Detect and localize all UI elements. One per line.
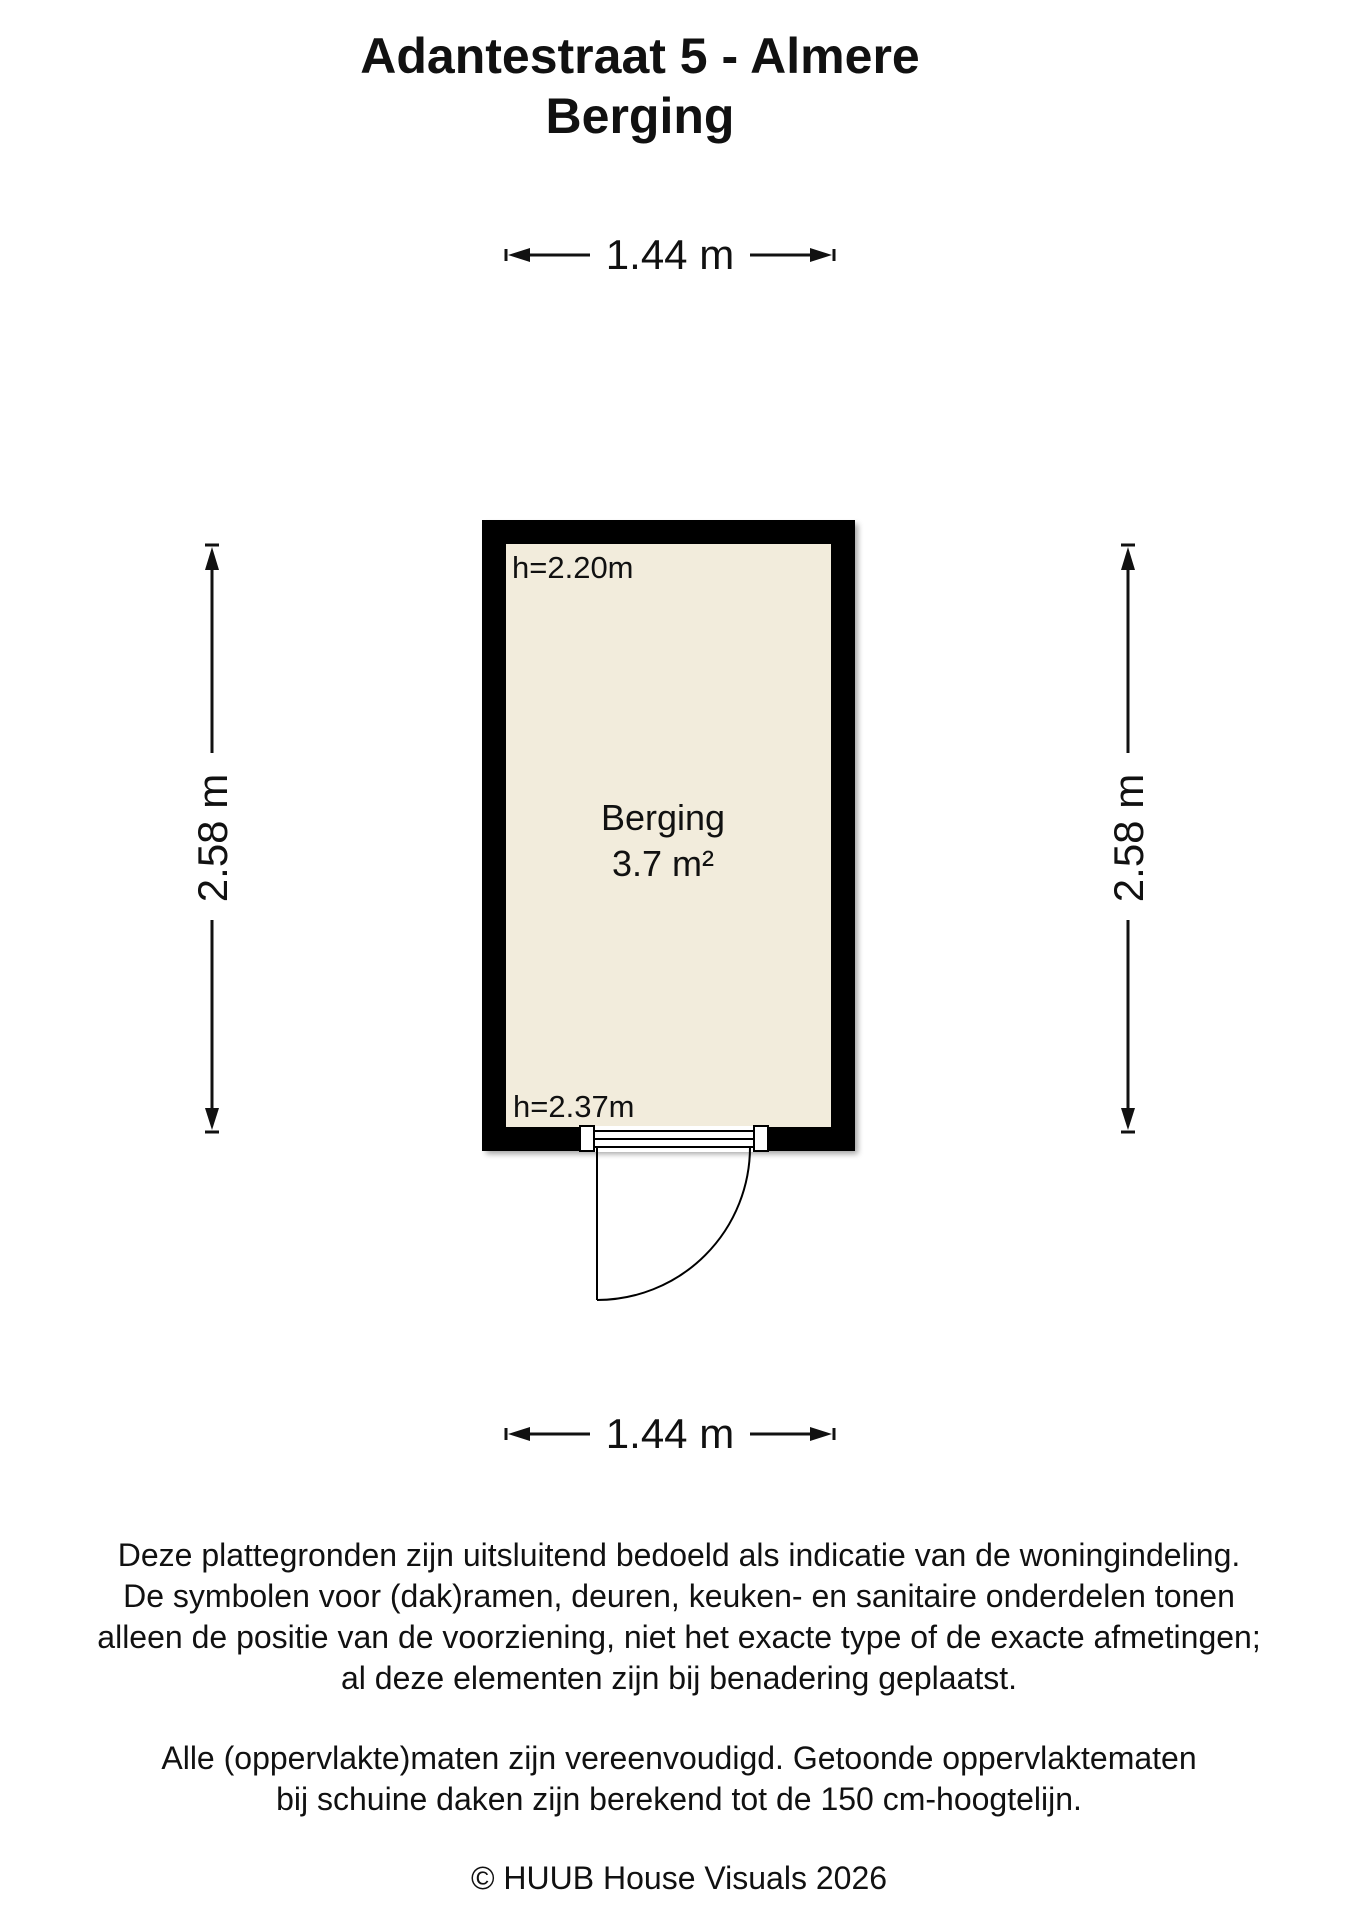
- disclaimer-line: Alle (oppervlakte)maten zijn vereenvoudigd. Getoonde oppervlaktematen: [161, 1740, 1197, 1776]
- disclaimer-line: bij schuine daken zijn berekend tot de 150 cm-hoogtelijn.: [276, 1781, 1082, 1817]
- dimension-bottom: [506, 1410, 834, 1457]
- dimension-right: [1105, 545, 1152, 1132]
- dimension-bottom-label: 1.44 m: [605, 1410, 735, 1457]
- dimension-top-label: 1.44 m: [605, 231, 735, 278]
- page-subtitle: Berging: [545, 88, 735, 144]
- disclaimer-line: De symbolen voor (dak)ramen, deuren, keuken- en sanitaire onderdelen tonen: [123, 1578, 1235, 1614]
- disclaimer-line: alleen de positie van de voorziening, niet het exacte type of de exacte afmetingen;: [97, 1619, 1261, 1655]
- dimension-right-label: 2.58 m: [1105, 773, 1152, 903]
- dimension-left-label: 2.58 m: [189, 773, 236, 903]
- room-area: 3.7 m²: [611, 843, 715, 884]
- room-name: Berging: [600, 797, 726, 838]
- room-height-bottom: h=2.37m: [513, 1089, 635, 1124]
- disclaimer-line: al deze elementen zijn bij benadering geplaatst.: [340, 1660, 1017, 1696]
- page-title: Adantestraat 5 - Almere: [360, 28, 920, 84]
- disclaimer-paragraph-2: [0, 1738, 1358, 1820]
- disclaimer-line: Deze plattegronden zijn uitsluitend bedoeld als indicatie van de woningindeling.: [117, 1537, 1241, 1573]
- room-berging: [482, 520, 858, 1154]
- room-height-top: h=2.20m: [512, 550, 634, 585]
- dimension-left: [189, 545, 236, 1132]
- dimension-top: [506, 231, 834, 278]
- copyright: © HUUB House Visuals 2026: [470, 1860, 888, 1896]
- disclaimer-paragraph-1: [0, 1535, 1358, 1699]
